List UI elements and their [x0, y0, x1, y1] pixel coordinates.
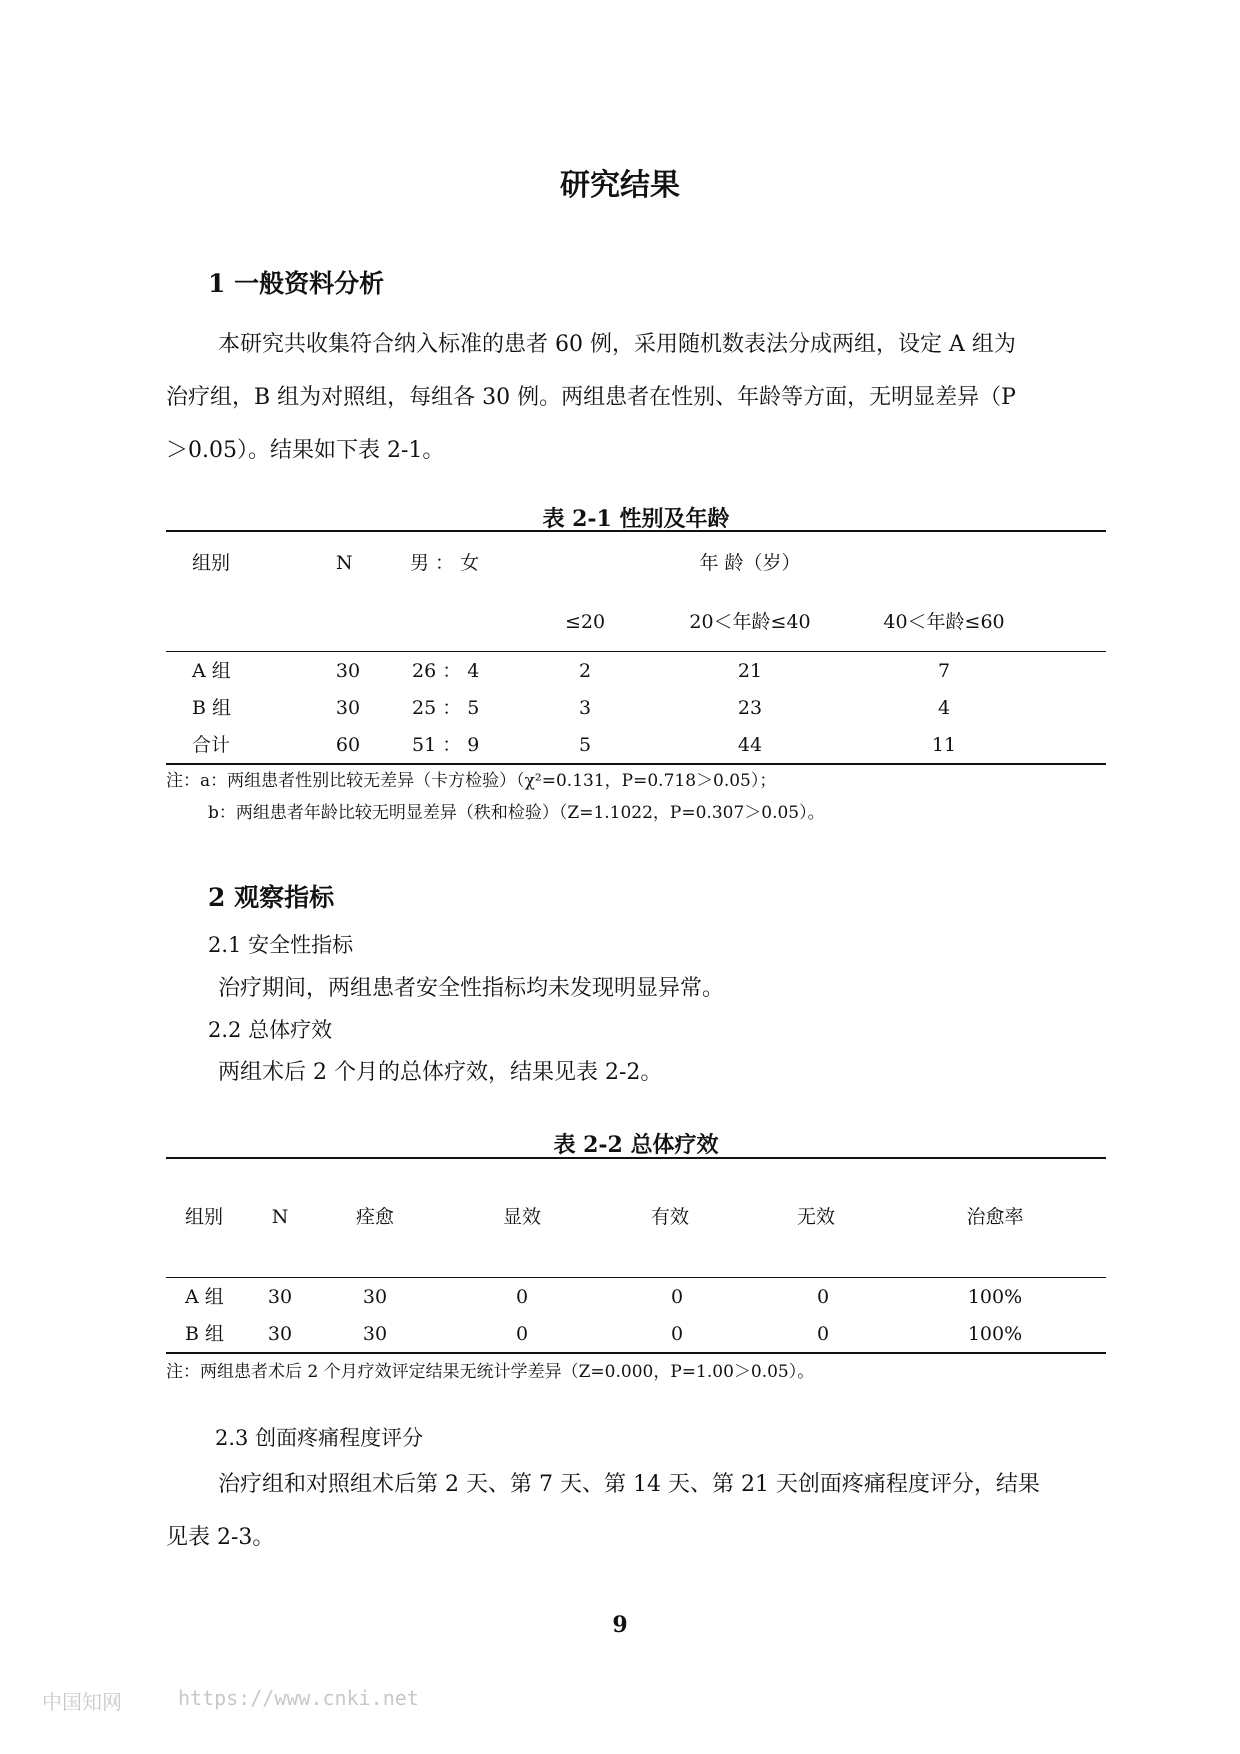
table-cell: 5 [578, 734, 592, 756]
table-cell: 2 [578, 660, 592, 682]
table-row: 合计 [192, 734, 231, 756]
table-cell: 30 [362, 1286, 388, 1308]
t1-header-age-20-40: 20＜年龄≤40 [689, 611, 811, 633]
table-2-2-caption: 表 2-2 总体疗效 [553, 1132, 719, 1158]
table-cell: 30 [362, 1323, 388, 1345]
table-cell: 30 [335, 660, 361, 682]
table-2-2-bottom-rule [166, 1352, 1106, 1354]
subsection-2-3-paragraph-line-1: 治疗组和对照组术后第 2 天、第 7 天、第 14 天、第 21 天创面疼痛程度评分，结果 [218, 1472, 1040, 1497]
table-cell: 30 [267, 1286, 293, 1308]
table-cell: 0 [670, 1323, 684, 1345]
t1-header-age-40-60: 40＜年龄≤60 [883, 611, 1005, 633]
table-2-2-note: 注：两组患者术后 2 个月疗效评定结果无统计学差异（Z=0.000，P=1.00＞0.05）。 [166, 1362, 815, 1382]
table-cell: 3 [578, 697, 592, 719]
table-cell: 30 [267, 1323, 293, 1345]
t2-header-cure: 痊愈 [355, 1206, 394, 1228]
subsection-2-2-heading: 2.2 总体疗效 [208, 1018, 333, 1042]
table-cell: 100% [967, 1323, 1023, 1345]
table-cell: 0 [515, 1286, 529, 1308]
table-2-1-bottom-rule [166, 763, 1106, 765]
table-cell: 0 [816, 1286, 830, 1308]
table-2-1-top-rule [166, 530, 1106, 532]
table-cell: 100% [967, 1286, 1023, 1308]
table-cell: 7 [937, 660, 951, 682]
subsection-2-1-heading: 2.1 安全性指标 [208, 933, 354, 957]
table-cell: 4 [937, 697, 951, 719]
t2-header-marked: 显效 [502, 1206, 541, 1228]
table-cell: 30 [335, 697, 361, 719]
t2-header-n: N [271, 1206, 289, 1228]
table-cell: 0 [670, 1286, 684, 1308]
section-1-paragraph-line-3: ＞0.05）。结果如下表 2-1。 [166, 438, 445, 463]
subsection-2-3-paragraph-line-2: 见表 2-3。 [166, 1525, 275, 1550]
subsection-2-2-paragraph: 两组术后 2 个月的总体疗效，结果见表 2-2。 [218, 1060, 663, 1085]
page-title: 研究结果 [560, 168, 680, 203]
table-2-2-header-rule [166, 1277, 1106, 1278]
table-cell: 11 [931, 734, 957, 756]
table-cell: 60 [335, 734, 361, 756]
table-cell: 0 [515, 1323, 529, 1345]
table-row: A 组 [185, 1286, 224, 1308]
table-cell: 25 ： 5 [412, 697, 480, 719]
table-cell: 0 [816, 1323, 830, 1345]
table-cell: 44 [737, 734, 763, 756]
table-2-1-caption: 表 2-1 性别及年龄 [542, 506, 730, 532]
subsection-2-1-paragraph: 治疗期间，两组患者安全性指标均未发现明显异常。 [218, 976, 725, 1001]
table-row: B 组 [185, 1323, 225, 1345]
t2-header-cure-rate: 治愈率 [966, 1206, 1024, 1228]
table-row: A 组 [192, 660, 231, 682]
table-2-2-top-rule [166, 1157, 1106, 1159]
t1-header-n: N [336, 552, 353, 574]
table-cell: 51 ： 9 [412, 734, 480, 756]
table-row: B 组 [192, 697, 232, 719]
table-cell: 21 [737, 660, 763, 682]
section-1-paragraph-line-1: 本研究共收集符合纳入标准的患者 60 例，采用随机数表法分成两组，设定 A 组为 [218, 332, 1016, 357]
subsection-2-3-heading: 2.3 创面疼痛程度评分 [215, 1426, 424, 1450]
table-2-1-note-a: 注：a：两组患者性别比较无差异（卡方检验）（χ²=0.131，P=0.718＞0.05）； [166, 771, 777, 791]
t2-header-group: 组别 [185, 1206, 224, 1228]
table-2-1-header-rule [166, 651, 1106, 652]
section-1-paragraph-line-2: 治疗组，B 组为对照组，每组各 30 例。两组患者在性别、年龄等方面，无明显差异（P [166, 385, 1016, 410]
watermark-site-name: 中国知网 [42, 1690, 122, 1714]
table-cell: 26 ： 4 [412, 660, 480, 682]
table-cell: 23 [737, 697, 763, 719]
t1-header-group: 组别 [192, 552, 231, 574]
t2-header-effective: 有效 [650, 1206, 689, 1228]
watermark-url: https://www.cnki.net [178, 1686, 419, 1710]
section-2-heading: 2 观察指标 [208, 883, 335, 912]
t1-header-sex: 男 ： 女 [410, 552, 480, 574]
t2-header-ineffective: 无效 [796, 1206, 835, 1228]
page-number: 9 [612, 1612, 628, 1638]
t1-header-age: 年 龄（岁） [699, 552, 801, 574]
section-1-heading: 1 一般资料分析 [208, 269, 385, 298]
t1-header-age-le20: ≤20 [564, 611, 606, 633]
table-2-1-note-b: b：两组患者年龄比较无明显差异（秩和检验）（Z=1.1022，P=0.307＞0.05）。 [208, 803, 825, 823]
